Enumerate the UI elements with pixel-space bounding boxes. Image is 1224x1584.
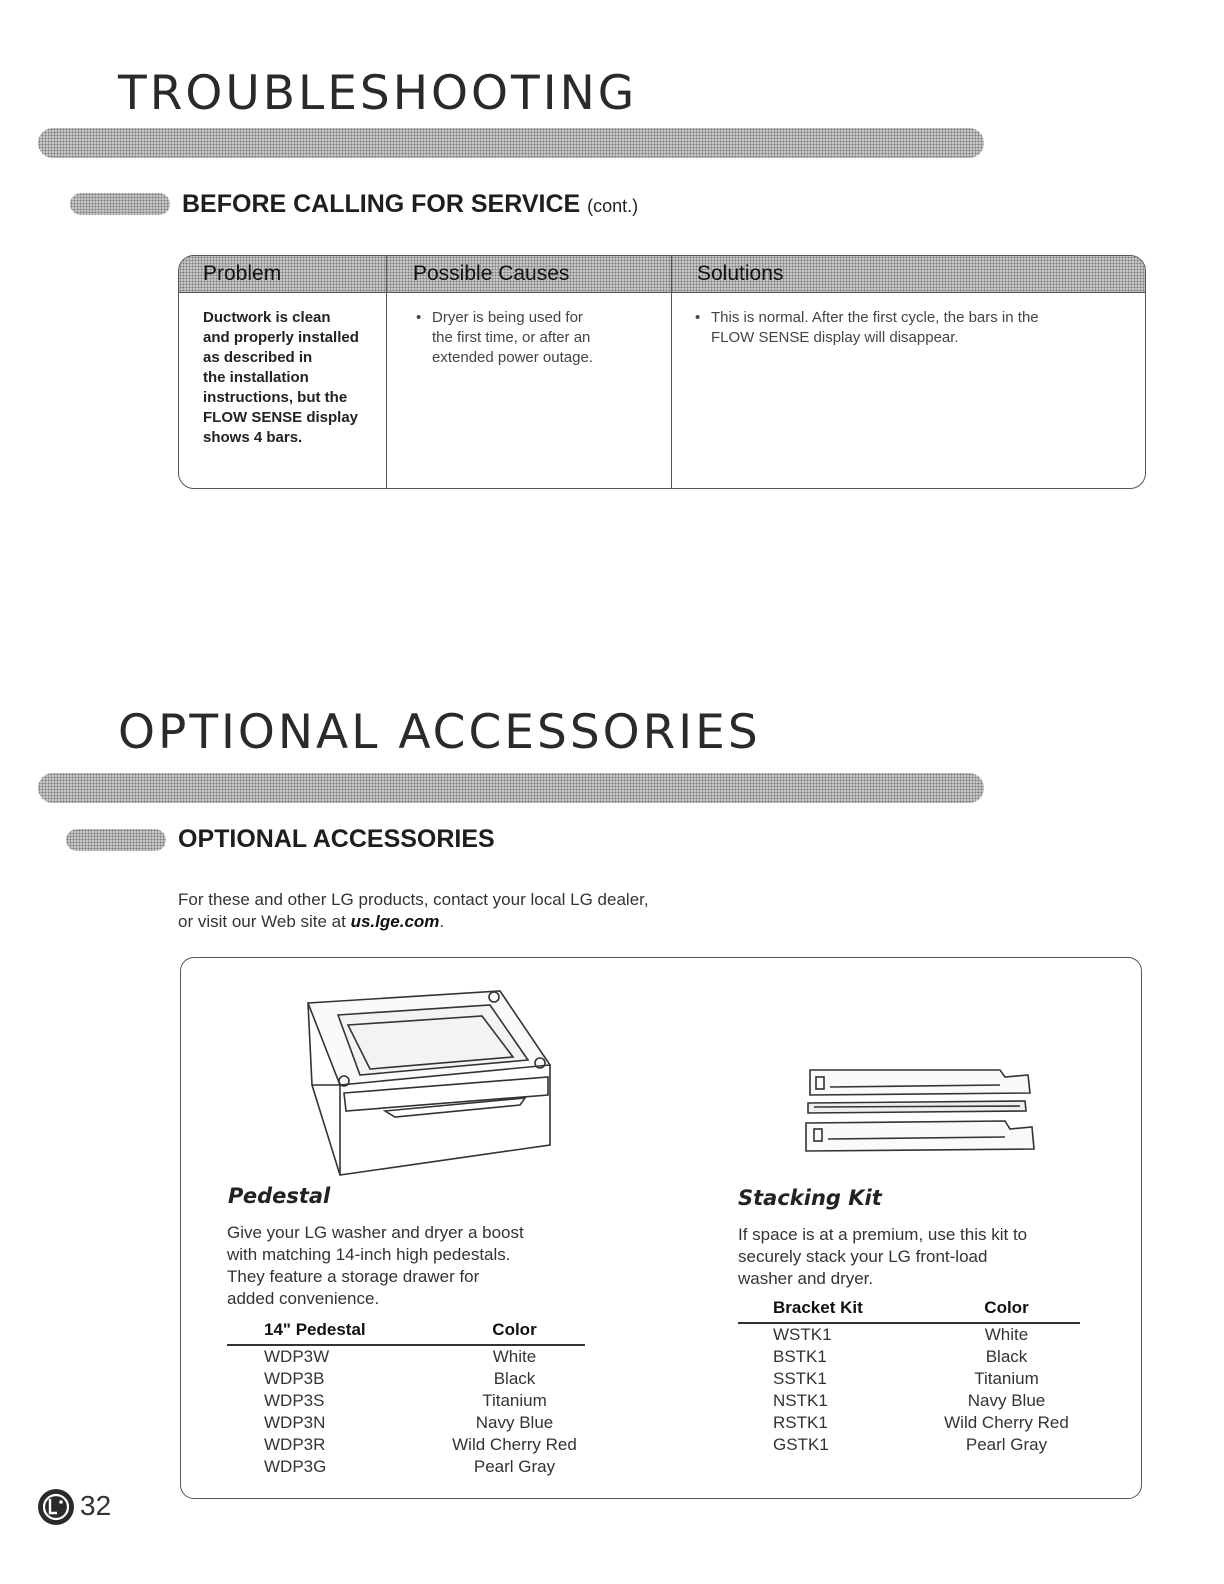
model-cell: GSTK1 (773, 1435, 829, 1454)
intro-line (178, 911, 649, 933)
problem-line: Ductwork is clean (203, 309, 331, 326)
table-header-row (179, 256, 1145, 293)
problem-line: instructions, but the (203, 389, 348, 406)
problem-line: shows 4 bars. (203, 429, 303, 446)
header-possible-causes: Possible Causes (413, 262, 570, 285)
model-cell: WDP3B (264, 1369, 325, 1388)
column-header-color: Color (444, 1318, 585, 1345)
description-line: added convenience. (227, 1289, 380, 1308)
color-cell: Pearl Gray (473, 1457, 556, 1476)
color-cell: White (984, 1325, 1029, 1344)
model-cell: BSTK1 (773, 1347, 827, 1366)
troubleshooting-title: TROUBLESHOOTING (118, 66, 638, 121)
problem-cell (203, 308, 359, 448)
solution-cell (711, 308, 1039, 348)
pedestal-title: Pedestal (228, 1184, 331, 1208)
stacking-kit-table (738, 1296, 1080, 1456)
section-marker-pill (66, 829, 166, 851)
solution-line: FLOW SENSE display will disappear. (711, 329, 959, 346)
table-header-row (738, 1296, 1080, 1323)
table-row (738, 1390, 1080, 1412)
section-marker-pill (70, 193, 170, 215)
section-heading-text: BEFORE CALLING FOR SERVICE (182, 190, 581, 218)
model-cell: WDP3S (264, 1391, 325, 1410)
pedestal-table (227, 1318, 585, 1478)
color-cell: Navy Blue (475, 1413, 554, 1432)
cause-line: • Dryer is being used for (432, 309, 583, 326)
model-cell: WDP3G (264, 1457, 327, 1476)
column-divider (671, 256, 672, 488)
color-cell: Black (985, 1347, 1028, 1366)
cause-line: extended power outage. (432, 349, 593, 366)
column-header-model: 14" Pedestal (227, 1318, 444, 1345)
color-cell: Navy Blue (967, 1391, 1046, 1410)
model-cell: WDP3N (264, 1413, 326, 1432)
stacking-kit-illustration (800, 1065, 1040, 1155)
column-header-bracket-kit: Bracket Kit (738, 1296, 933, 1323)
website-link[interactable]: us.lge.com (350, 912, 440, 931)
section-heading-before-calling (182, 190, 638, 219)
solution-line: • This is normal. After the first cycle, the bars in the (711, 309, 1039, 326)
table-row (738, 1412, 1080, 1434)
description-line: with matching 14-inch high pedestals. (227, 1245, 511, 1264)
problem-line: and properly installed (203, 329, 359, 346)
table-row (738, 1368, 1080, 1390)
model-cell: WSTK1 (773, 1325, 832, 1344)
table-row (227, 1434, 585, 1456)
section-heading-optional-accessories: OPTIONAL ACCESSORIES (178, 825, 495, 853)
model-cell: SSTK1 (773, 1369, 827, 1388)
description-line: If space is at a premium, use this kit to (738, 1225, 1028, 1244)
cause-cell (432, 308, 593, 368)
problem-line: the installation (203, 369, 309, 386)
table-row (227, 1412, 585, 1434)
header-problem: Problem (203, 262, 282, 285)
model-cell: NSTK1 (773, 1391, 828, 1410)
title-underline-bar (38, 128, 984, 158)
cause-line: the first time, or after an (432, 329, 591, 346)
header-solutions: Solutions (697, 262, 784, 285)
model-cell: WDP3R (264, 1435, 326, 1454)
problem-line: as described in (203, 349, 313, 366)
description-line: washer and dryer. (738, 1269, 874, 1288)
column-divider (386, 256, 387, 488)
table-row (227, 1368, 585, 1390)
color-cell: Black (493, 1369, 536, 1388)
table-row (738, 1346, 1080, 1368)
table-row (227, 1345, 585, 1368)
section-heading-suffix: (cont.) (587, 196, 639, 216)
accessories-title: OPTIONAL ACCESSORIES (118, 705, 761, 760)
color-cell: Titanium (974, 1369, 1039, 1388)
title-underline-bar (38, 773, 984, 803)
color-cell: Pearl Gray (965, 1435, 1048, 1454)
description-line: Give your LG washer and dryer a boost (227, 1223, 524, 1242)
page-number: 32 (80, 1490, 112, 1521)
color-cell: Titanium (482, 1391, 547, 1410)
model-cell: WDP3W (264, 1347, 330, 1366)
color-cell: Wild Cherry Red (452, 1435, 577, 1454)
table-row (227, 1390, 585, 1412)
description-line: They feature a storage drawer for (227, 1267, 480, 1286)
color-cell: White (492, 1347, 537, 1366)
troubleshooting-table (178, 255, 1146, 489)
pedestal-illustration (300, 985, 560, 1180)
accessories-intro (178, 889, 649, 933)
color-cell: Wild Cherry Red (944, 1413, 1069, 1432)
lg-logo-icon (37, 1488, 75, 1526)
column-header-color: Color (933, 1296, 1080, 1323)
intro-line: For these and other LG products, contact your local LG dealer, (178, 890, 649, 909)
table-row (227, 1456, 585, 1478)
model-cell: RSTK1 (773, 1413, 828, 1432)
problem-line: FLOW SENSE display (203, 409, 359, 426)
intro-prefix: or visit our Web site at (178, 912, 351, 931)
table-header-row (227, 1318, 585, 1345)
pedestal-description (227, 1222, 524, 1310)
table-row (738, 1434, 1080, 1456)
stacking-kit-title: Stacking Kit (738, 1186, 882, 1210)
stacking-kit-description (738, 1224, 1027, 1290)
description-line: securely stack your LG front-load (738, 1247, 988, 1266)
table-row (738, 1323, 1080, 1346)
intro-suffix: . (439, 912, 445, 931)
